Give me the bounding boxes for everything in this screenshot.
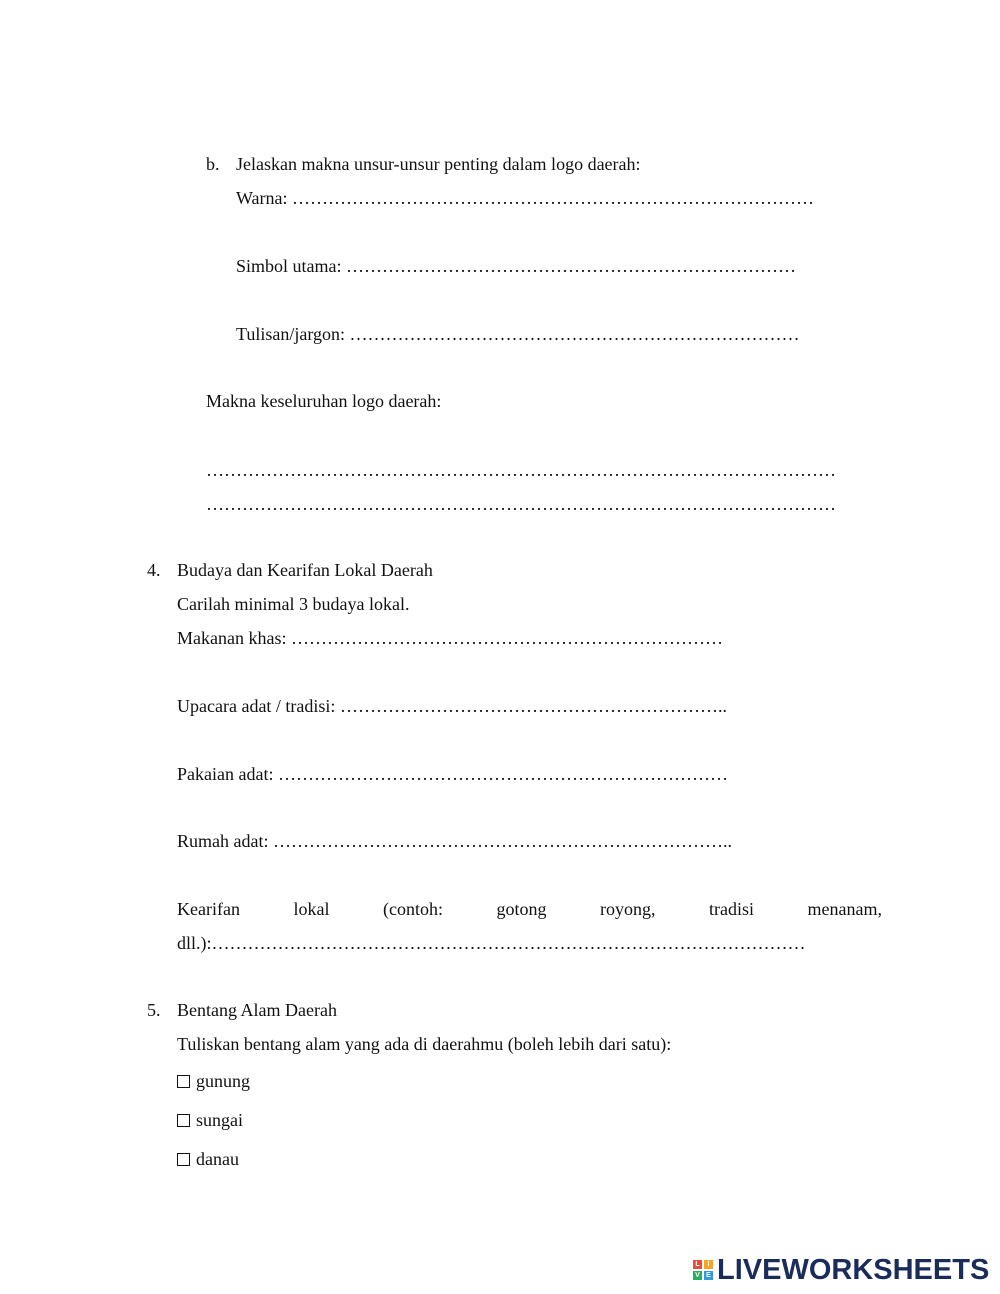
food-blank[interactable]: ……………………………………………………………… — [290, 628, 723, 648]
local-wisdom-blank[interactable]: dll.):……………………………………………………………………………………… — [177, 933, 806, 953]
wisdom-word: Kearifan — [177, 899, 240, 919]
wisdom-word: royong, — [599, 899, 656, 919]
clothing-blank[interactable]: ………………………………………………………………… — [277, 764, 728, 784]
house-blank[interactable]: ………………………………………………………………….. — [272, 831, 732, 851]
liveworksheets-logo — [693, 1255, 989, 1285]
logo-mark-letter: L — [693, 1260, 702, 1269]
logo-mark-letter: E — [704, 1271, 713, 1280]
color-meaning-field[interactable] — [236, 187, 814, 209]
checkbox-gunung[interactable] — [177, 1075, 190, 1088]
ceremony-field[interactable] — [177, 695, 727, 717]
house-field[interactable] — [177, 830, 732, 852]
option-danau[interactable] — [177, 1148, 239, 1170]
main-symbol-blank[interactable]: ………………………………………………………………… — [346, 256, 796, 276]
food-field[interactable] — [177, 627, 723, 649]
option-label: gunung — [196, 1071, 250, 1091]
color-meaning-blank[interactable]: …………………………………………………………………………… — [292, 188, 815, 208]
option-label: danau — [196, 1149, 239, 1169]
logo-meaning-prompt: Jelaskan makna unsur-unsur penting dalam logo daerah: — [236, 154, 641, 174]
wisdom-word: (contoh: — [382, 899, 443, 919]
section-4-title: Budaya dan Kearifan Lokal Daerah — [177, 560, 433, 580]
logo-mark-letter: V — [693, 1271, 702, 1280]
clothing-field[interactable] — [177, 763, 728, 785]
checkbox-danau[interactable] — [177, 1153, 190, 1166]
ceremony-blank[interactable]: ……………………………………………………….. — [339, 696, 727, 716]
overall-meaning-blank-2[interactable]: …………………………………………………………………………………………… — [206, 494, 836, 514]
main-symbol-label: Simbol utama: — [236, 256, 346, 276]
local-wisdom-label — [177, 898, 882, 920]
food-label: Makanan khas: — [177, 628, 291, 648]
jargon-field[interactable] — [236, 323, 800, 345]
section-4-instruction: Carilah minimal 3 budaya lokal. — [177, 594, 410, 614]
wisdom-word: gotong — [496, 899, 547, 919]
section-number-5: 5. — [147, 1000, 161, 1020]
house-label: Rumah adat: — [177, 831, 273, 851]
option-label: sungai — [196, 1110, 243, 1130]
main-symbol-field[interactable] — [236, 255, 796, 277]
overall-meaning-label: Makna keseluruhan logo daerah: — [206, 391, 442, 411]
wisdom-word: lokal — [293, 899, 330, 919]
wisdom-word: menanam, — [807, 899, 882, 919]
item-marker-b: b. — [206, 154, 220, 174]
wisdom-word: tradisi — [708, 899, 754, 919]
jargon-blank[interactable]: ………………………………………………………………… — [349, 324, 800, 344]
section-number-4: 4. — [147, 560, 161, 580]
clothing-label: Pakaian adat: — [177, 764, 278, 784]
logo-mark-icon — [693, 1260, 713, 1280]
option-gunung[interactable] — [177, 1070, 250, 1092]
option-sungai[interactable] — [177, 1109, 243, 1131]
checkbox-sungai[interactable] — [177, 1114, 190, 1127]
color-meaning-label: Warna: — [236, 188, 293, 208]
section-5-title: Bentang Alam Daerah — [177, 1000, 337, 1020]
logo-text: LIVEWORKSHEETS — [717, 1253, 990, 1286]
section-5-instruction: Tuliskan bentang alam yang ada di daerahmu (boleh lebih dari satu): — [177, 1034, 672, 1054]
jargon-label: Tulisan/jargon: — [236, 324, 350, 344]
overall-meaning-blank-1[interactable]: …………………………………………………………………………………………… — [206, 460, 836, 480]
logo-mark-letter: I — [704, 1260, 713, 1269]
ceremony-label: Upacara adat / tradisi: — [177, 696, 340, 716]
